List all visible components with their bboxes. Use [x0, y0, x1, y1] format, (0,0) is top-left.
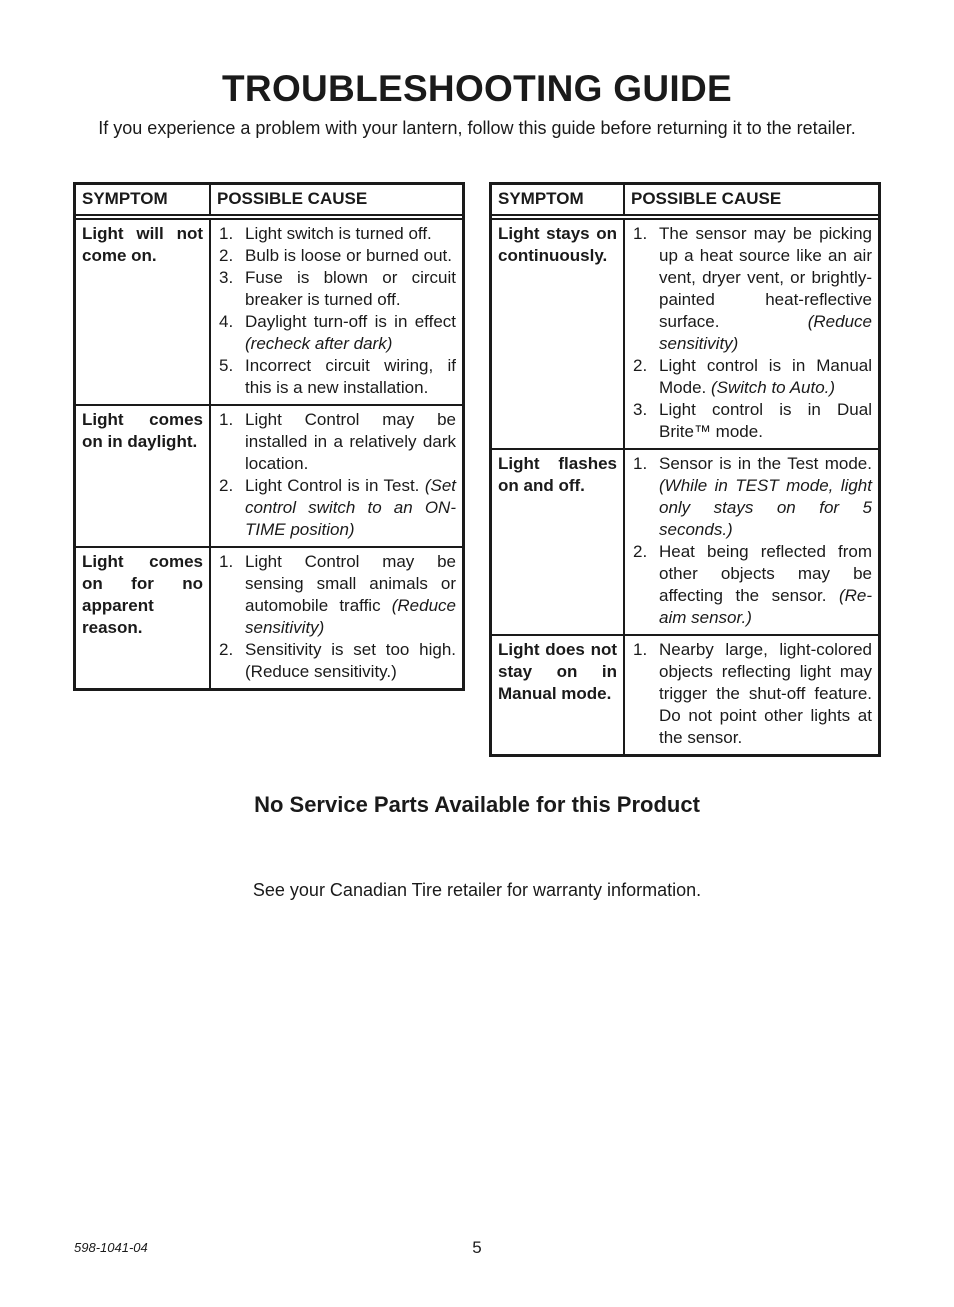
cause-cell: [624, 217, 878, 449]
item-number: 1.: [633, 454, 648, 473]
table-row: [492, 635, 878, 754]
list-item: [631, 399, 872, 443]
list-item: [217, 223, 456, 245]
cause-cell: [210, 405, 462, 547]
item-number: 1.: [633, 640, 648, 659]
cause-cell: [210, 547, 462, 688]
cause-text: Incorrect circuit wiring, if this is a new installation.: [245, 356, 456, 397]
table-header-row: [76, 185, 462, 217]
item-number: 4.: [219, 312, 234, 331]
cause-list: [217, 223, 456, 399]
cause-text: Daylight turn-off is in effect: [245, 312, 456, 331]
list-item: [217, 267, 456, 311]
cause-note: (Switch to Auto.): [710, 378, 836, 397]
cause-text: Light control is in Dual Brite™ mode.: [659, 400, 872, 441]
item-number: 5.: [219, 356, 234, 375]
cause-cell: [210, 217, 462, 405]
page-number: 5: [472, 1238, 482, 1257]
cause-note: (Reduce sensitivity): [245, 596, 456, 637]
cause-text: Sensor is in the Test mode.: [659, 454, 872, 473]
cause-note: (Re-aim sensor.): [659, 586, 872, 627]
cause-text: Nearby large, light-colored objects reflecting light may trigger the shut-off feature. Do not point other lights at the sensor.: [659, 640, 872, 747]
warranty-text: See your Canadian Tire retailer for warranty information.: [252, 880, 702, 900]
cause-list: [217, 551, 456, 683]
table-row: [492, 449, 878, 635]
item-number: 2.: [219, 246, 234, 265]
table-row: [76, 405, 462, 547]
cause-text: Light Control may be installed in a relatively dark location.: [245, 410, 456, 473]
cause-note: (recheck after dark): [245, 334, 393, 353]
document-number: 598-1041-04: [74, 1240, 148, 1255]
table-row: [492, 217, 878, 449]
page-title: TROUBLESHOOTING GUIDE: [222, 68, 732, 109]
list-item: [217, 311, 456, 355]
cause-note: (Set control switch to an ON-TIME position): [245, 476, 456, 539]
table-row: [76, 547, 462, 688]
list-item: [631, 453, 872, 541]
cause-note: (Reduce sensitivity): [659, 312, 872, 353]
service-parts-heading: No Service Parts Available for this Product: [254, 792, 700, 817]
table-row: [76, 217, 462, 405]
list-item: [217, 409, 456, 475]
item-number: 1.: [219, 410, 234, 429]
cause-header: POSSIBLE CAUSE: [624, 185, 878, 217]
cause-cell: [624, 449, 878, 635]
symptom-cell: Light stays on continuously.: [492, 217, 624, 449]
cause-cell: [624, 635, 878, 754]
cause-list: [631, 223, 872, 443]
list-item: [217, 245, 456, 267]
cause-text: Light switch is turned off.: [245, 224, 432, 243]
cause-list: [217, 409, 456, 541]
cause-text: Light Control is in Test.: [245, 476, 425, 495]
cause-header: POSSIBLE CAUSE: [210, 185, 462, 217]
cause-text: Bulb is loose or burned out.: [245, 246, 452, 265]
symptom-cause-table: [76, 185, 462, 688]
list-item: [217, 551, 456, 639]
item-number: 2.: [633, 542, 648, 561]
list-item: [631, 223, 872, 355]
cause-text: Fuse is blown or circuit breaker is turned off.: [245, 268, 456, 309]
symptom-cell: Light comes on for no apparent reason.: [76, 547, 210, 688]
item-number: 3.: [219, 268, 234, 287]
symptom-cell: Light does not stay on in Manual mode.: [492, 635, 624, 754]
cause-text: Sensitivity is set too high. (Reduce sensitivity.): [245, 640, 456, 681]
cause-list: [631, 453, 872, 629]
symptom-cause-table: [492, 185, 878, 754]
item-number: 1.: [219, 552, 234, 571]
list-item: [217, 355, 456, 399]
item-number: 3.: [633, 400, 648, 419]
symptom-cell: Light comes on in daylight.: [76, 405, 210, 547]
item-number: 2.: [219, 640, 234, 659]
troubleshooting-table-right: [489, 182, 881, 757]
symptom-header: SYMPTOM: [76, 185, 210, 217]
item-number: 2.: [219, 476, 234, 495]
list-item: [217, 639, 456, 683]
item-number: 1.: [633, 224, 648, 243]
troubleshooting-table-left: [73, 182, 465, 691]
list-item: [631, 355, 872, 399]
item-number: 1.: [219, 224, 234, 243]
symptom-cell: Light flashes on and off.: [492, 449, 624, 635]
intro-text: If you experience a problem with your lantern, follow this guide before returning it to the retailer.: [98, 118, 856, 138]
item-number: 2.: [633, 356, 648, 375]
symptom-cell: Light will not come on.: [76, 217, 210, 405]
table-header-row: [492, 185, 878, 217]
cause-text: Light Control may be sensing small animals or automobile traffic: [245, 552, 456, 615]
symptom-header: SYMPTOM: [492, 185, 624, 217]
cause-list: [631, 639, 872, 749]
cause-text: The sensor may be picking up a heat source like an air vent, dryer vent, or brightly-painted heat-reflective surface.: [659, 224, 872, 331]
list-item: [631, 639, 872, 749]
cause-note: (While in TEST mode, light only stays on for 5 seconds.): [659, 476, 872, 539]
list-item: [217, 475, 456, 541]
cause-text: Heat being reflected from other objects may be affecting the sensor.: [659, 542, 872, 605]
cause-text: Light control is in Manual Mode.: [659, 356, 872, 397]
list-item: [631, 541, 872, 629]
